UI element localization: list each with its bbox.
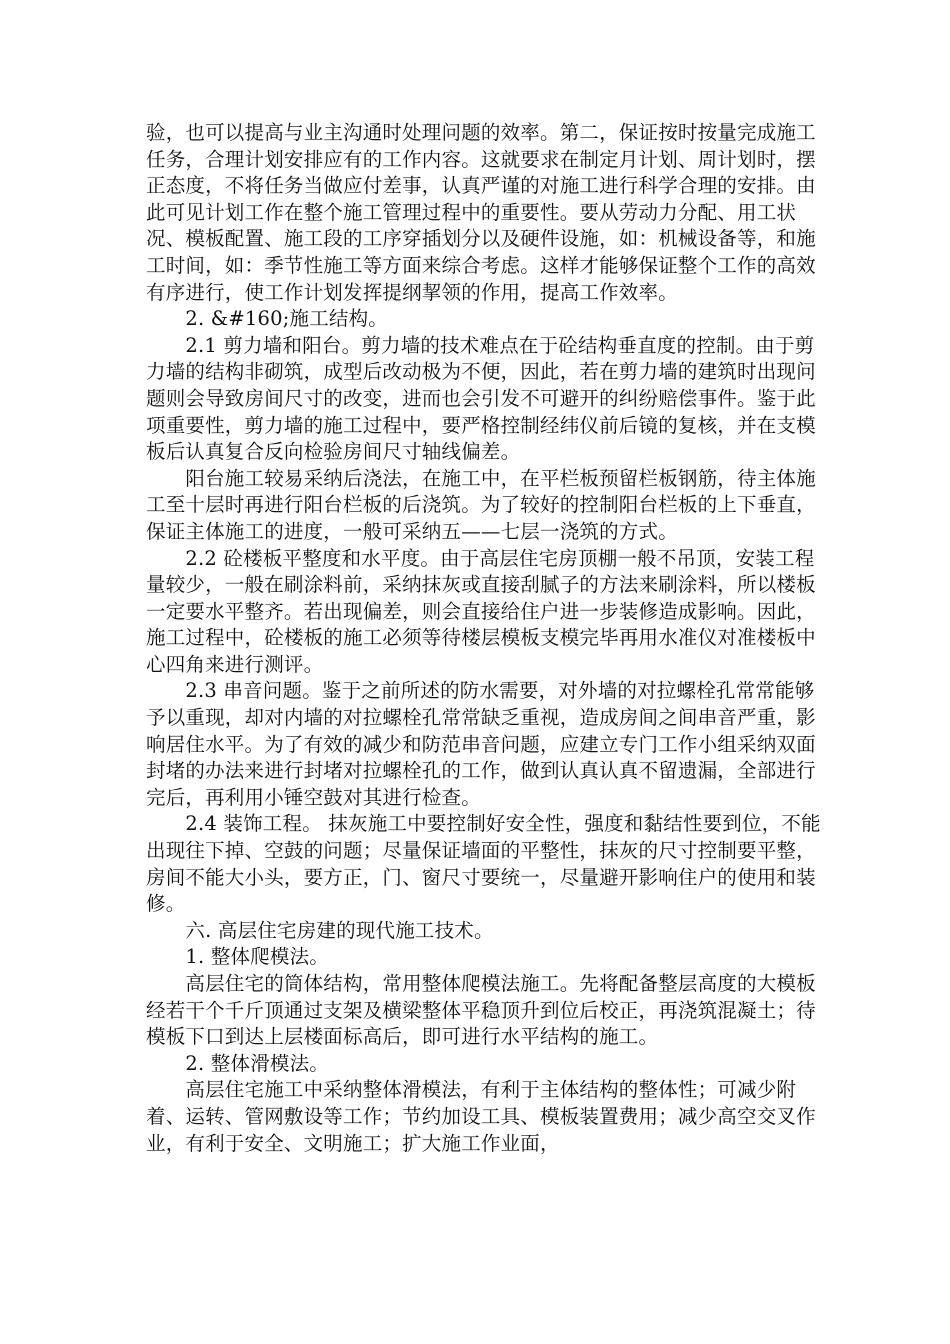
document-body [146, 120, 822, 1157]
paragraph-climbing-form: 高层住宅的筒体结构，常用整体爬模法施工。先将配备整层高度的大模板经若干个千斤顶通过支架及横梁整体平稳顶升到位后校正，再浇筑混凝土；待模板下口到达上层楼面标高后，即可进行水平结构的施工。 [146, 972, 816, 1049]
heading-climbing-form: 1. 整体爬模法。 [146, 945, 330, 969]
paragraph-slip-form: 高层住宅施工中采纳整体滑模法，有利于主体结构的整体性；可减少附着、运转、管网敷设等工作；节约加设工具、模板装置费用；减少高空交叉作业，有利于安全、文明施工；扩大施工作业面， [146, 1078, 816, 1155]
paragraph-floor-slab: 2.2 砼楼板平整度和水平度。由于高层住宅房顶棚一般不吊顶，安装工程量较少，一般在刷涂料前，采纳抹灰或直接刮腻子的方法来刷涂料，所以楼板一定要水平整齐。若出现偏差，则会直接给住户进一步装修造成影响。因此，施工过程中，砼楼板的施工必须等待楼层模板支模完毕再用水准仪对准楼板中心四角来进行测评。 [146, 546, 816, 676]
heading-modern-techniques: 六. 高层住宅房建的现代施工技术。 [146, 918, 494, 942]
paragraph-balcony: 阳台施工较易采纳后浇法，在施工中，在平栏板预留栏板钢筋，待主体施工至十层时再进行阳台栏板的后浇筑。为了较好的控制阳台栏板的上下垂直，保证主体施工的进度，一般可采纳五——七层一浇筑的方式。 [146, 466, 816, 543]
paragraph-shear-wall: 2.1 剪力墙和阳台。剪力墙的技术难点在于砼结构垂直度的控制。由于剪力墙的结构非砌筑，成型后改动极为不便，因此，若在剪力墙的建筑时出现问题则会导致房间尺寸的改变，进而也会引发不可避开的纠纷赔偿事件。鉴于此项重要性，剪力墙的施工过程中，要严格控制经纬仪前后镜的复核，并在支模板后认真复合反向检验房间尺寸轴线偏差。 [146, 333, 816, 464]
paragraph-1: 验，也可以提高与业主沟通时处理问题的效率。第二，保证按时按量完成施工任务，合理计划安排应有的工作内容。这就要求在制定月计划、周计划时，摆正态度，不将任务当做应付差事，认真严谨的对施工进行科学合理的安排。由此可见计划工作在整个施工管理过程中的重要性。要从劳动力分配、用工状况、模板配置、施工段的工序穿插划分以及硬件设施，如：机械设备等，和施工时间，如：季节性施工等方面来综合考虑。这样才能够保证整个工作的高效有序进行，使工作计划发挥提纲挈领的作用，提高工作效率。 [146, 121, 816, 304]
heading-slip-form: 2. 整体滑模法。 [146, 1051, 330, 1075]
heading-construction-structure: 2. &#160;施工结构。 [146, 307, 388, 331]
paragraph-sound-leak: 2.3 串音问题。鉴于之前所述的防水需要，对外墙的对拉螺栓孔常常能够予以重现，却对内墙的对拉螺栓孔常常缺乏重视，造成房间之间串音严重，影响居住水平。为了有效的减少和防范串音问题，应建立专门工作小组采纳双面封堵的办法来进行封堵对拉螺栓孔的工作，做到认真认真不留遗漏，全部进行完后，再利用小锤空鼓对其进行检查。 [146, 679, 816, 809]
paragraph-decoration: 2.4 装饰工程。 抹灰施工中要控制好安全性，强度和黏结性要到位，不能出现往下掉、空鼓的问题；尽量保证墙面的平整性，抹灰的尺寸控制要平整，房间不能大小头，要方正，门、窗尺寸要统一，尽量避开影响住户的使用和装修。 [146, 812, 821, 916]
